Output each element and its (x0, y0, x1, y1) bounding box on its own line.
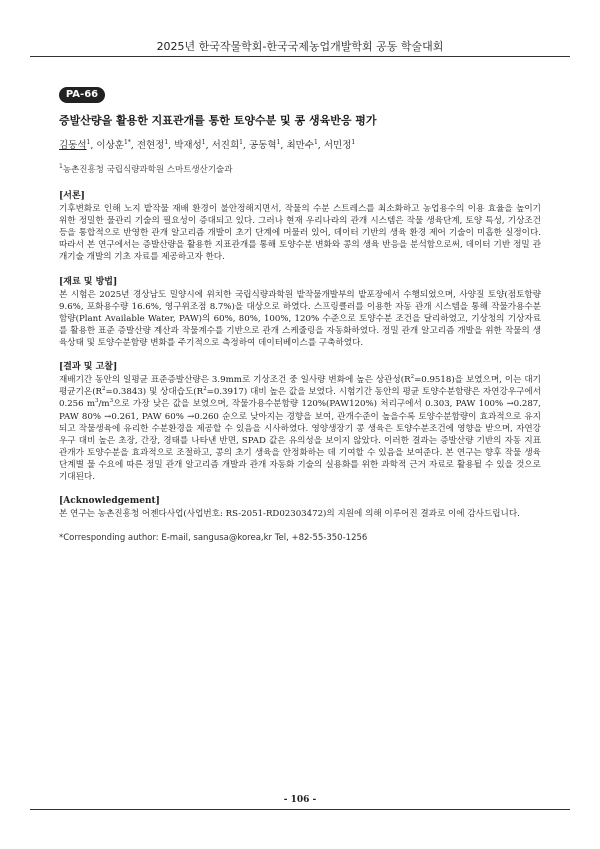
author: 전현정 (136, 140, 165, 151)
page-number: - 106 - (283, 795, 317, 805)
author: 서진희 (211, 140, 240, 151)
author: 이상훈 (96, 140, 124, 151)
author-list: 김동석$^1$, 이상훈$^{1*}$, 전현정$^1$, 박재성$^1$, 서진희$^1$, 공동혁$^1$, 최만수$^1$, 서민정$^1$ (59, 138, 356, 151)
author-sup: 1 (351, 138, 356, 146)
section-body: 본 연구는 농촌진흥청 어젠다사업(사업번호: RS-2051-RD02303472)의 지원에 의해 이루어진 결과로 이에 감사드립니다. (59, 509, 520, 520)
section-heading: [Acknowledgement] (59, 496, 160, 507)
author-first-sup: 1 (86, 138, 91, 146)
author-sup: 1 (201, 138, 206, 146)
superscript: 2 (203, 386, 207, 393)
text-run: =0.9518)을 보였으며, 이는 대기 평균기온(R (59, 375, 541, 398)
abstract-id-badge: PA-66 (59, 87, 105, 103)
affiliation (59, 163, 232, 175)
author-sup: 1 (164, 138, 169, 146)
section-body: 본 시험은 2025년 경상남도 밀양시에 위치한 국립식량과학원 밭작물개발부의 밭포장에서 수행되었으며, 사양질 토양(점토함량 9.6%, 포화용수량 16.6%, 영구위조점 8.7%)을 대상으로 하였다. 스프링클러를 이용한 자동 관개 시스템을 통해 작물가용수분함량(Plant Available Water, PAW)의 60%, 80%, 100%, 120% 수준으로 토양수분 조건을 달리하였고, 기상청의 기상자료를 활용한 표준 증발산량 계산과 작물계수를 기반으로 관개 스케줄링을 자동화하였다. 정밀 관개 알고리즘 개발을 위한 작물의 생육상태 및 토양수분함량 변화를 주기적으로 측정하여 데이터베이스를 구축하였다. (59, 289, 541, 349)
corresponding-author: *Corresponding author: E-mail, sangusa@korea,kr Tel, +82-55-350-1256 (59, 533, 368, 544)
author-first: 김동석 (59, 140, 87, 151)
abstract-content (59, 190, 541, 544)
section-results (59, 361, 541, 483)
section-acknowledgement (59, 495, 541, 520)
text-run: =0.3843) 및 상대습도(R (105, 387, 204, 398)
text-run: 재배기간 동안의 일평균 표준증발산량은 3.9mm로 기상조건 중 일사량 변화에 높은 상관성(R (59, 375, 411, 386)
author: 최만수 (286, 140, 314, 151)
author-sup: 1* (123, 138, 131, 146)
author-sup: 1 (276, 138, 281, 146)
superscript: 3 (109, 398, 114, 405)
superscript: 2 (410, 374, 415, 381)
author: 공동혁 (249, 140, 277, 151)
conference-header-title: 2025년 한국작물학회-한국국제농업개발학회 공동 학술대회 (156, 40, 444, 53)
author-sup: 1 (313, 138, 318, 146)
affiliation-sup: 1 (59, 163, 63, 171)
section-methods (59, 276, 541, 350)
section-intro (59, 190, 541, 264)
section-heading: [결과 및 고찰] (59, 362, 118, 373)
text-run: =0.3917) 대비 높은 값을 보였다. 시험기간 동안의 평균 토양수분함량은 자연강우구에서 0.256 m (59, 387, 541, 410)
section-heading: [서론] (59, 191, 85, 201)
author-sup: 1 (239, 138, 243, 146)
text-run: /m (98, 399, 110, 410)
section-body (59, 374, 541, 483)
affiliation-text: 농촌진흥청 국립식량과학원 스마트생산기술과 (62, 165, 233, 175)
section-body: 기후변화로 인해 노지 밭작물 재배 환경이 불안정해지면서, 작물의 수분 스트레스를 최소화하고 농업용수의 이용 효율을 높이기 위한 정밀한 물관리 기술의 필요성이 증대되고 있다. 그러나 현재 우리나라의 관개 시스템은 작물 생육단계, 토양 특성, 기상조건 등을 통합적으로 반영한 관개 알고리즘 개발이 초기 단계에 머물러 있어, 데이터 기반의 생육 환경 제어 기술이 미흡한 실정이다. 따라서 본 연구에서는 증발산량을 활용한 지표관개를 통해 토양수분 변화와 콩의 생육 반응을 분석함으로써, 데이터 기반 정밀 관개기술 개발의 기초 자료를 제공하고자 한다. (59, 204, 541, 263)
header-rule (30, 56, 570, 57)
author: 박재성 (174, 140, 202, 151)
text-run: 으로 가장 낮은 값을 보였으며, 작물가용수분함량 120%(PAW120%) 처리구에서 0.303, PAW 100% →0.287, PAW 80% →0.261, PAW 60% →0.260 순으로 낮아지는 경향을 보여, 관개수준이 높을수록 토양수분함량이 효과적으로 유지되고 작물생육에 유리한 수분환경을 제공할 수 있음을 시사하였다. 영양생장기 콩 생육은 토양수분조건에 영향을 받으며, 자연강우구 대비 높은 초장, 간장, 경태를 나타낸 반면, SPAD 값은 유의성을 보이지 않았다. 이러한 결과는 증발산량 기반의 자동 지표관개가 토양수분을 효과적으로 조절하고, 콩의 초기 생육을 안정화하는 데 기여할 수 있음을 보여준다. 본 연구는 향후 작물 생육단계별 물 수요에 따른 정밀 관개 알고리즘 개발과 관개 자동화 기술의 실용화를 위한 과학적 근거 자료로 활용될 수 있을 것으로 기대된다. (59, 399, 542, 482)
section-heading: [재료 및 방법] (59, 276, 118, 287)
superscript: 3 (95, 398, 99, 405)
superscript: 2 (102, 386, 106, 393)
footer-rule (30, 809, 570, 810)
author: 서민정 (323, 140, 352, 151)
paper-title: 증발산량을 활용한 지표관개를 통한 토양수분 및 콩 생육반응 평가 (59, 114, 377, 127)
